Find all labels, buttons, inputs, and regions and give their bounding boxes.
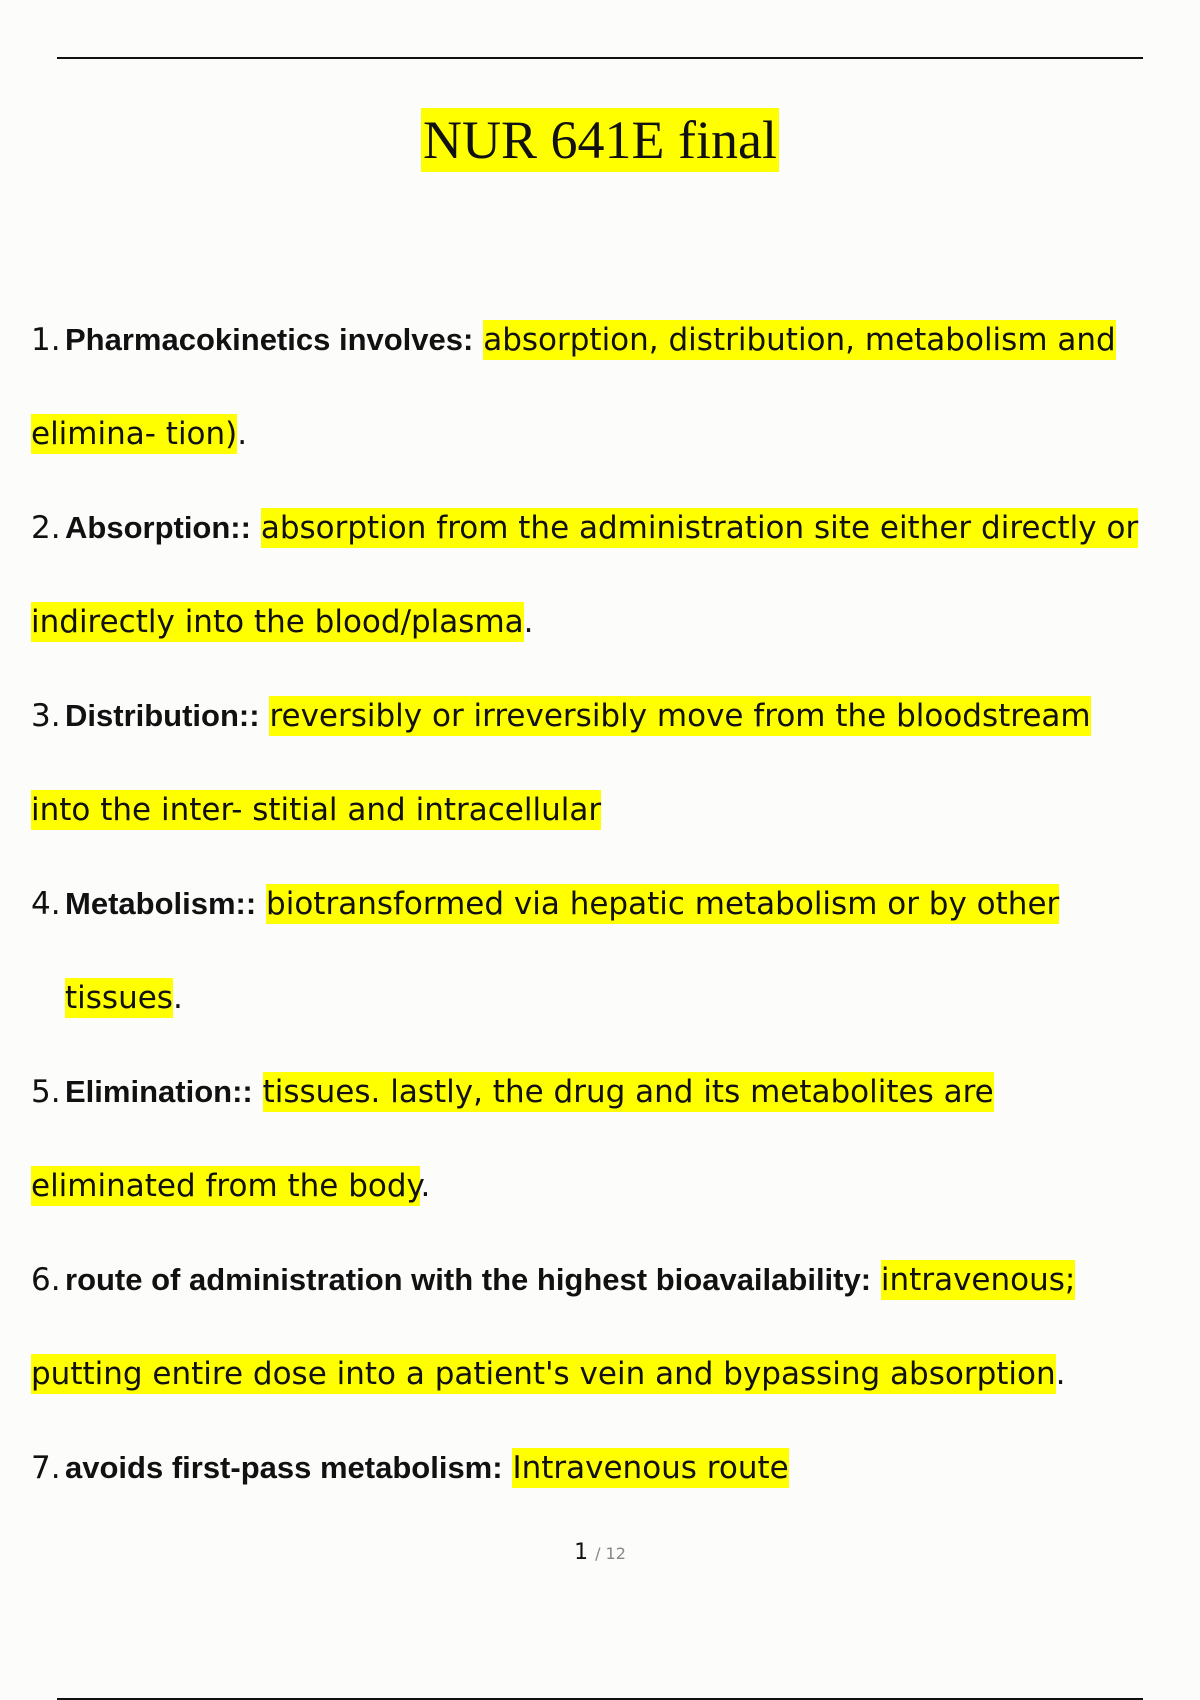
item-answer-line2: tissues xyxy=(65,980,173,1016)
item-end: . xyxy=(420,1168,431,1204)
list-item xyxy=(31,1045,1196,1139)
item-end: . xyxy=(237,416,248,452)
page-current: 1 xyxy=(574,1540,589,1565)
item-answer-line1: reversibly or irreversibly move from the bloodstream xyxy=(269,698,1091,734)
item-term: Distribution:: xyxy=(65,698,260,733)
item-term: Metabolism:: xyxy=(65,886,257,921)
item-end: . xyxy=(172,980,183,1016)
item-answer-line2: into the inter- stitial and intracellular xyxy=(31,792,602,828)
item-number: 1. xyxy=(31,322,61,358)
list-item xyxy=(31,481,1196,575)
item-number: 5. xyxy=(31,1074,61,1110)
list-item xyxy=(31,1233,1196,1327)
item-answer-line1: biotransformed via hepatic metabolism or by other xyxy=(266,886,1060,922)
list-item-continuation xyxy=(31,387,1196,481)
page-total: / 12 xyxy=(595,1544,626,1563)
item-answer-line1: absorption, distribution, metabolism and xyxy=(483,322,1116,358)
item-term: Pharmacokinetics involves: xyxy=(65,322,474,357)
list-item-continuation xyxy=(31,951,1196,1045)
list-item-continuation xyxy=(31,575,1196,669)
list-item xyxy=(31,1421,1196,1515)
item-number: 3. xyxy=(31,698,61,734)
list-item-continuation xyxy=(31,763,1196,857)
item-answer-line1: intravenous; xyxy=(880,1262,1076,1298)
item-term: avoids first-pass metabolism: xyxy=(65,1450,503,1485)
item-number: 4. xyxy=(31,886,61,922)
item-answer-line2: putting entire dose into a patient's vein and bypassing absorption xyxy=(31,1356,1056,1392)
item-end: . xyxy=(523,604,534,640)
list-item xyxy=(31,293,1196,387)
item-term: Elimination:: xyxy=(65,1074,253,1109)
document-title: NUR 641E final xyxy=(423,110,777,170)
title-container xyxy=(0,108,1200,172)
item-term: route of administration with the highest bioavailability: xyxy=(65,1262,872,1297)
item-answer-line1: Intravenous route xyxy=(512,1450,789,1486)
list-item-continuation xyxy=(31,1139,1196,1233)
item-answer-line2: indirectly into the blood/plasma xyxy=(31,604,524,640)
list-item xyxy=(31,857,1196,951)
item-answer-line1: tissues. lastly, the drug and its metabolites are xyxy=(262,1074,994,1110)
top-rule xyxy=(57,57,1143,59)
item-number: 2. xyxy=(31,510,61,546)
item-answer-line2: elimina- tion) xyxy=(31,416,238,452)
item-number: 7. xyxy=(31,1450,61,1486)
item-answer-line2: eliminated from the body xyxy=(31,1168,421,1204)
item-term: Absorption:: xyxy=(65,510,251,545)
page-indicator xyxy=(0,1540,1200,1565)
item-answer-line1: absorption from the administration site either directly or xyxy=(260,510,1139,546)
item-number: 6. xyxy=(31,1262,61,1298)
list-item xyxy=(31,669,1196,763)
item-end: . xyxy=(1055,1356,1066,1392)
list-item-continuation xyxy=(31,1327,1196,1421)
